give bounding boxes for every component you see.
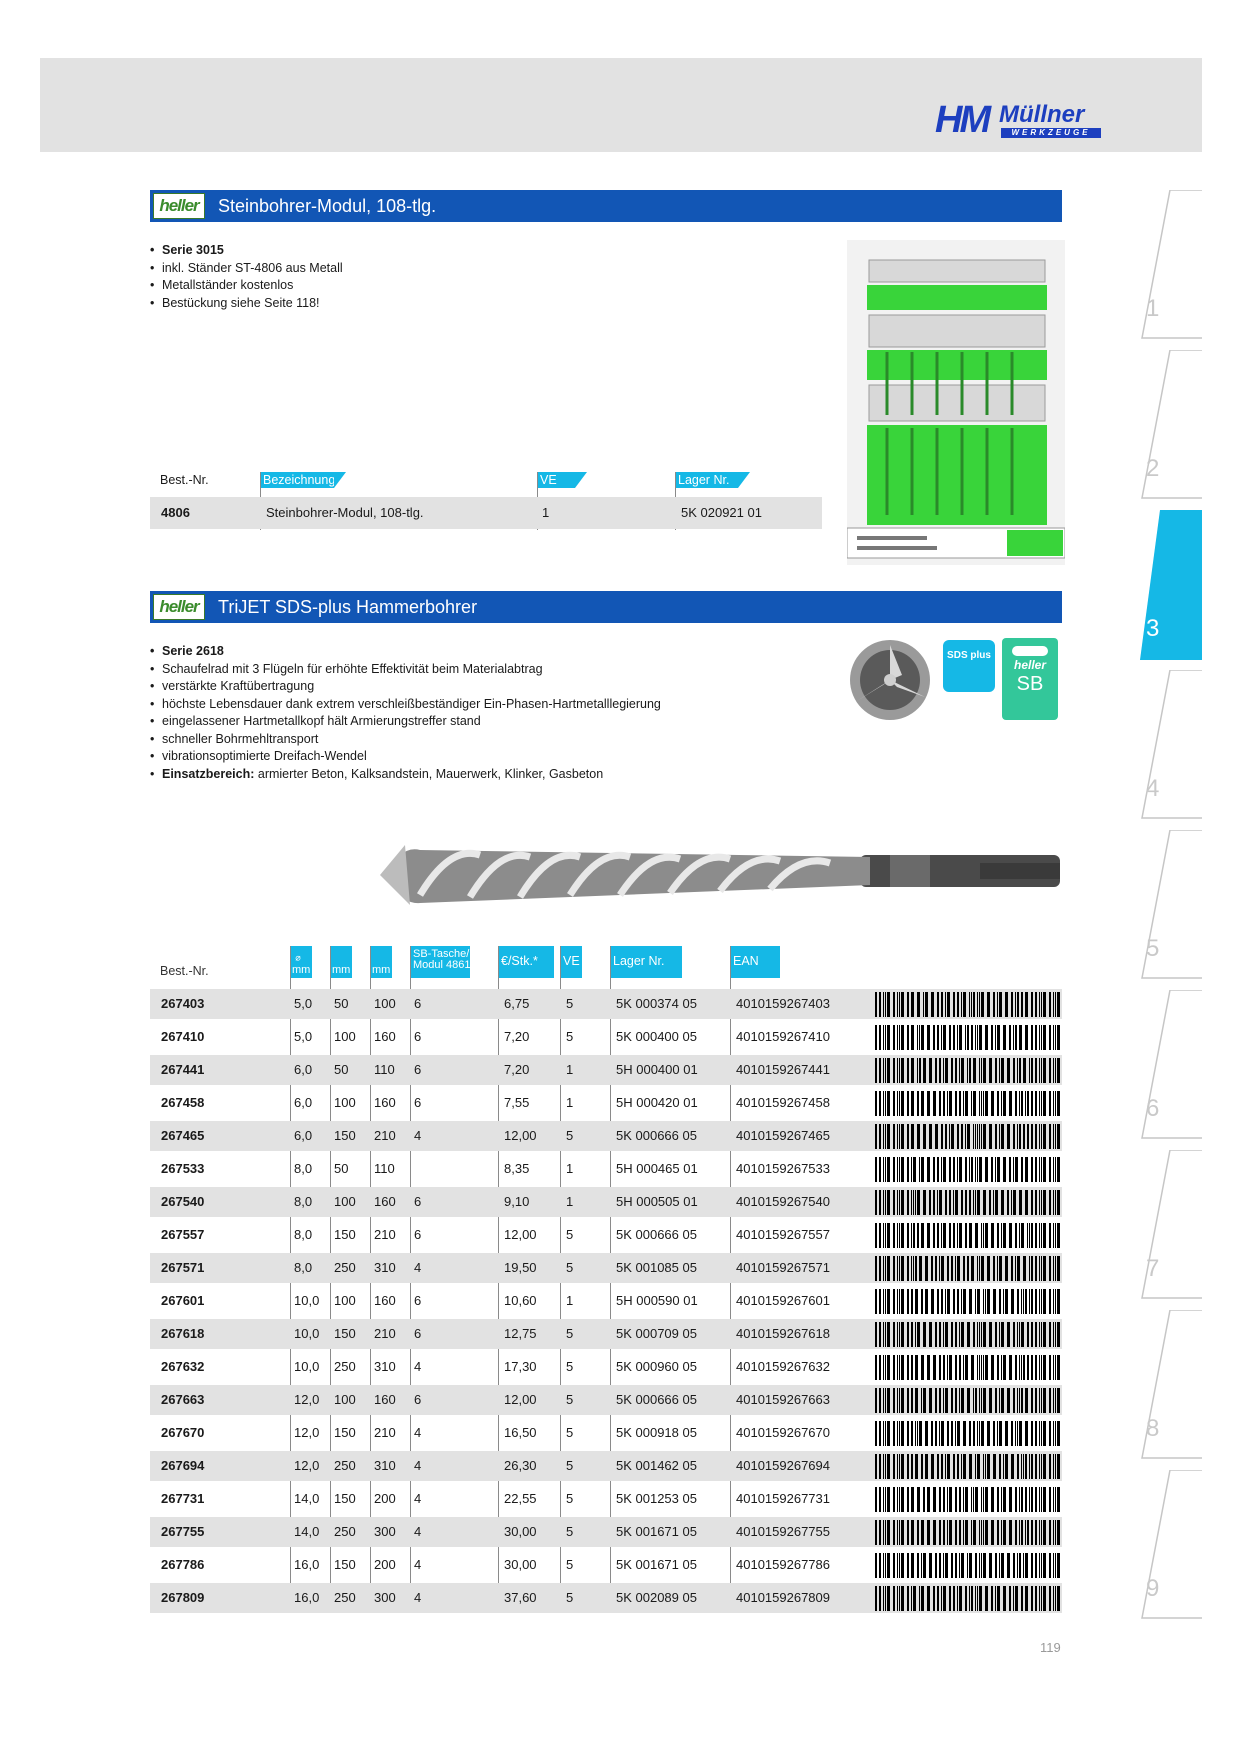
cell-ean: 4010159267458	[736, 1095, 830, 1110]
cell-ve: 1	[542, 505, 550, 520]
cell-d: 16,0	[294, 1557, 320, 1572]
cell-l2: 160	[374, 1293, 396, 1308]
table-row	[150, 1385, 1062, 1415]
cell-price: 30,00	[504, 1557, 537, 1572]
cell-ve: 1	[566, 1293, 574, 1308]
cell-price: 6,75	[504, 996, 530, 1011]
heller-logo: heller	[153, 193, 205, 219]
cell-lager: 5K 000666 05	[616, 1392, 697, 1407]
cell-l1: 150	[334, 1326, 356, 1341]
cell-l2: 300	[374, 1590, 396, 1605]
barcode	[874, 1025, 1060, 1050]
cell-ean: 4010159267465	[736, 1128, 830, 1143]
col-header-ve: VE	[537, 472, 587, 488]
cell-nr: 267403	[161, 996, 205, 1011]
cell-l1: 50	[334, 996, 349, 1011]
chapter-tab-number: 5	[1146, 935, 1160, 962]
barcode	[874, 1355, 1060, 1380]
cell-d: 6,0	[294, 1128, 313, 1143]
cell-nr: 267557	[161, 1227, 205, 1242]
cell-ve: 5	[566, 1326, 574, 1341]
barcode	[874, 1058, 1060, 1083]
cell-ean: 4010159267557	[736, 1227, 830, 1242]
list-item: • Serie 3015	[150, 242, 343, 260]
cell-price: 30,00	[504, 1524, 537, 1539]
cell-lager: 5K 000709 05	[616, 1326, 697, 1341]
cell-ean: 4010159267540	[736, 1194, 830, 1209]
cell-ean: 4010159267731	[736, 1491, 830, 1506]
cell-price: 37,60	[504, 1590, 537, 1605]
cell-d: 14,0	[294, 1491, 320, 1506]
barcode	[874, 1421, 1060, 1446]
cell-nr: 267533	[161, 1161, 205, 1176]
cell-sb: 4	[414, 1458, 422, 1473]
cell-l2: 310	[374, 1359, 396, 1374]
cell-ean: 4010159267663	[736, 1392, 830, 1407]
cell-price: 12,75	[504, 1326, 537, 1341]
cell-sb: 4	[414, 1260, 422, 1275]
cell-l2: 200	[374, 1557, 396, 1572]
chapter-tab-number: 7	[1146, 1255, 1160, 1282]
cell-l1: 50	[334, 1161, 349, 1176]
cell-ve: 5	[566, 1425, 574, 1440]
list-item: • höchste Lebensdauer dank extrem verschleißbeständiger Ein-Phasen-Hartmetalllegierung	[150, 696, 661, 714]
chapter-tab-number: 1	[1146, 295, 1160, 322]
cell-price: 26,30	[504, 1458, 537, 1473]
cell-sb: 6	[414, 1293, 422, 1308]
cell-d: 6,0	[294, 1062, 313, 1077]
cell-sb: 4	[414, 1425, 422, 1440]
cell-ean: 4010159267571	[736, 1260, 830, 1275]
cell-l1: 100	[334, 1029, 356, 1044]
cell-ve: 1	[566, 1062, 574, 1077]
table-row	[150, 1517, 1062, 1547]
cell-nr: 267663	[161, 1392, 205, 1407]
cell-sb: 6	[414, 1095, 422, 1110]
cell-ve: 1	[566, 1095, 574, 1110]
barcode	[874, 1289, 1060, 1314]
barcode	[874, 992, 1060, 1017]
logo-name: Müllner	[999, 101, 1085, 128]
cell-nr: 267571	[161, 1260, 205, 1275]
col-header-lager: Lager Nr.	[610, 946, 682, 978]
cell-price: 12,00	[504, 1128, 537, 1143]
cell-l1: 150	[334, 1227, 356, 1242]
cell-nr: 267601	[161, 1293, 205, 1308]
list-item: • vibrationsoptimierte Dreifach-Wendel	[150, 748, 661, 766]
cell-lager: 5K 000400 05	[616, 1029, 697, 1044]
cell-ve: 5	[566, 1128, 574, 1143]
cell-nr: 267441	[161, 1062, 205, 1077]
table-row	[150, 1583, 1062, 1613]
cell-lager: 5K 001253 05	[616, 1491, 697, 1506]
cell-ve: 5	[566, 1491, 574, 1506]
cell-price: 9,10	[504, 1194, 530, 1209]
sds-plus-badge: SDS plus	[943, 640, 995, 692]
cell-l1: 100	[334, 1293, 356, 1308]
section-title: TriJET SDS-plus Hammerbohrer	[218, 597, 478, 617]
cell-l1: 250	[334, 1260, 356, 1275]
barcode	[874, 1223, 1060, 1248]
list-item: • inkl. Ständer ST-4806 aus Metall	[150, 260, 343, 278]
cell-ean: 4010159267670	[736, 1425, 830, 1440]
cell-l1: 150	[334, 1491, 356, 1506]
logo-hm: HM	[935, 99, 989, 141]
list-item: • schneller Bohrmehltransport	[150, 731, 661, 749]
cell-sb: 6	[414, 996, 422, 1011]
drill-head-image	[847, 635, 933, 725]
cell-d: 5,0	[294, 1029, 313, 1044]
cell-ean: 4010159267755	[736, 1524, 830, 1539]
cell-price: 8,35	[504, 1161, 530, 1176]
cell-l1: 150	[334, 1128, 356, 1143]
heller-logo: heller	[153, 594, 205, 620]
table-row	[150, 1022, 1062, 1052]
cell-sb: 6	[414, 1227, 422, 1242]
sb-pack-badge: heller SB	[1002, 638, 1058, 720]
cell-sb: 4	[414, 1524, 422, 1539]
cell-price: 22,55	[504, 1491, 537, 1506]
cell-l1: 100	[334, 1095, 356, 1110]
page-number: 119	[1040, 1640, 1061, 1655]
barcode	[874, 1487, 1060, 1512]
cell-ean: 4010159267809	[736, 1590, 830, 1605]
cell-ean: 4010159267601	[736, 1293, 830, 1308]
cell-price: 16,50	[504, 1425, 537, 1440]
cell-price: 12,00	[504, 1392, 537, 1407]
cell-nr: 267618	[161, 1326, 205, 1341]
barcode	[874, 1520, 1060, 1545]
barcode	[874, 1454, 1060, 1479]
cell-nr: 267755	[161, 1524, 205, 1539]
cell-l1: 250	[334, 1359, 356, 1374]
barcode	[874, 1157, 1060, 1182]
chapter-tab-number: 8	[1146, 1415, 1160, 1442]
cell-price: 10,60	[504, 1293, 537, 1308]
cell-ve: 5	[566, 1557, 574, 1572]
cell-l2: 160	[374, 1095, 396, 1110]
col-header-nr: Best.-Nr.	[160, 964, 209, 978]
cell-lager: 5H 000465 01	[616, 1161, 698, 1176]
cell-d: 10,0	[294, 1326, 320, 1341]
cell-sb: 4	[414, 1491, 422, 1506]
cell-l1: 150	[334, 1557, 356, 1572]
col-header-ve: VE	[560, 946, 582, 978]
table-row	[150, 1484, 1062, 1514]
col-header-nr: Best.-Nr.	[160, 473, 209, 487]
list-item: • Metallständer kostenlos	[150, 277, 343, 295]
cell-d: 12,0	[294, 1392, 320, 1407]
col-header-price: €/Stk.*	[498, 946, 554, 978]
chapter-tab-number: 6	[1146, 1095, 1160, 1122]
barcode	[874, 1586, 1060, 1611]
cell-l2: 300	[374, 1524, 396, 1539]
table-row	[150, 1055, 1062, 1085]
cell-l1: 100	[334, 1392, 356, 1407]
cell-l2: 310	[374, 1458, 396, 1473]
cell-lager: 5K 000960 05	[616, 1359, 697, 1374]
cell-nr: 267809	[161, 1590, 205, 1605]
cell-l2: 100	[374, 996, 396, 1011]
cell-lager: 5K 000918 05	[616, 1425, 697, 1440]
table-row	[150, 1451, 1062, 1481]
chapter-tab-number: 3	[1146, 615, 1160, 642]
table-row	[150, 1121, 1062, 1151]
cell-sb: 6	[414, 1194, 422, 1209]
barcode	[874, 1553, 1060, 1578]
cell-sb: 4	[414, 1128, 422, 1143]
cell-nr: 267458	[161, 1095, 205, 1110]
cell-lager: 5H 000400 01	[616, 1062, 698, 1077]
cell-nr: 267731	[161, 1491, 205, 1506]
cell-l2: 210	[374, 1326, 396, 1341]
cell-sb: 4	[414, 1590, 422, 1605]
cell-nr: 267694	[161, 1458, 205, 1473]
list-item: • Bestückung siehe Seite 118!	[150, 295, 343, 313]
cell-lager: 5H 000420 01	[616, 1095, 698, 1110]
cell-sb: 4	[414, 1359, 422, 1374]
feature-list-module	[150, 242, 343, 312]
cell-l2: 210	[374, 1128, 396, 1143]
col-header-ean: EAN	[730, 946, 780, 978]
table-row	[150, 1187, 1062, 1217]
cell-ean: 4010159267533	[736, 1161, 830, 1176]
barcode	[874, 1190, 1060, 1215]
cell-d: 16,0	[294, 1590, 320, 1605]
cell-l1: 250	[334, 1590, 356, 1605]
cell-ean: 4010159267632	[736, 1359, 830, 1374]
cell-nr: 267670	[161, 1425, 205, 1440]
barcode	[874, 1091, 1060, 1116]
col-header-diameter: ⌀ mm	[290, 946, 312, 978]
cell-lager: 5K 000666 05	[616, 1227, 697, 1242]
section-title: Steinbohrer-Modul, 108-tlg.	[218, 196, 437, 216]
list-item: • Schaufelrad mit 3 Flügeln für erhöhte Effektivität beim Materialabtrag	[150, 661, 661, 679]
feature-list-trijet	[150, 643, 661, 783]
cell-lager: 5K 001671 05	[616, 1524, 697, 1539]
cell-l1: 150	[334, 1425, 356, 1440]
col-header-working-length: mm	[330, 946, 352, 978]
table-row	[150, 1253, 1062, 1283]
cell-d: 10,0	[294, 1293, 320, 1308]
section-header-trijet	[150, 591, 1062, 623]
cell-d: 6,0	[294, 1095, 313, 1110]
cell-nr: 267540	[161, 1194, 205, 1209]
col-header-sb-tasche: SB-Tasche/ Modul 4861	[410, 946, 488, 978]
cell-d: 8,0	[294, 1227, 313, 1242]
list-item: • Einsatzbereich: armierter Beton, Kalksandstein, Mauerwerk, Klinker, Gasbeton	[150, 766, 661, 784]
cell-ean: 4010159267410	[736, 1029, 830, 1044]
cell-nr: 267410	[161, 1029, 205, 1044]
cell-nr: 267786	[161, 1557, 205, 1572]
cell-sb: 4	[414, 1557, 422, 1572]
cell-d: 8,0	[294, 1260, 313, 1275]
cell-sb: 6	[414, 1326, 422, 1341]
hm-muellner-logo	[935, 100, 1110, 140]
chapter-tab-number: 2	[1146, 455, 1160, 482]
cell-l2: 210	[374, 1425, 396, 1440]
table-row	[150, 1286, 1062, 1316]
cell-d: 12,0	[294, 1458, 320, 1473]
cell-d: 12,0	[294, 1425, 320, 1440]
cell-d: 10,0	[294, 1359, 320, 1374]
table-row	[150, 1418, 1062, 1448]
cell-d: 8,0	[294, 1161, 313, 1176]
cell-price: 12,00	[504, 1227, 537, 1242]
drill-bit-image	[380, 825, 1062, 935]
cell-price: 7,20	[504, 1062, 530, 1077]
cell-ve: 5	[566, 1458, 574, 1473]
cell-d: 8,0	[294, 1194, 313, 1209]
cell-ve: 1	[566, 1161, 574, 1176]
cell-ve: 5	[566, 1359, 574, 1374]
table-row	[150, 989, 1062, 1019]
table-row	[150, 1550, 1062, 1580]
cell-l2: 160	[374, 1392, 396, 1407]
cell-ean: 4010159267403	[736, 996, 830, 1011]
display-stand-image	[847, 240, 1065, 565]
logo-sub: WERKZEUGE	[1001, 128, 1101, 138]
cell-l2: 110	[374, 1062, 395, 1077]
cell-ean: 4010159267618	[736, 1326, 830, 1341]
table-row	[150, 1220, 1062, 1250]
section-header-module	[150, 190, 1062, 222]
cell-l2: 310	[374, 1260, 396, 1275]
cell-ve: 5	[566, 1029, 574, 1044]
cell-ean: 4010159267694	[736, 1458, 830, 1473]
cell-lager: 5K 001671 05	[616, 1557, 697, 1572]
table-row	[150, 497, 822, 529]
cell-lager: 5K 000374 05	[616, 996, 697, 1011]
cell-ve: 5	[566, 1260, 574, 1275]
cell-sb: 6	[414, 1392, 422, 1407]
cell-nr: 267632	[161, 1359, 205, 1374]
cell-lager: 5K 020921 01	[681, 505, 762, 520]
cell-lager: 5K 000666 05	[616, 1128, 697, 1143]
table-row	[150, 1352, 1062, 1382]
cell-d: 14,0	[294, 1524, 320, 1539]
cell-ve: 5	[566, 1590, 574, 1605]
col-header-bezeichnung: Bezeichnung	[260, 472, 346, 488]
cell-l1: 250	[334, 1458, 356, 1473]
col-header-total-length: mm	[370, 946, 392, 978]
barcode	[874, 1256, 1060, 1281]
cell-price: 17,30	[504, 1359, 537, 1374]
table-row	[150, 1088, 1062, 1118]
table-row	[150, 1154, 1062, 1184]
cell-l1: 100	[334, 1194, 356, 1209]
chapter-tab-number: 4	[1146, 775, 1160, 802]
cell-ean: 4010159267441	[736, 1062, 830, 1077]
cell-ve: 5	[566, 1524, 574, 1539]
cell-l2: 110	[374, 1161, 395, 1176]
cell-bezeichnung: Steinbohrer-Modul, 108-tlg.	[266, 505, 424, 520]
cell-ean: 4010159267786	[736, 1557, 830, 1572]
list-item: • eingelassener Hartmetallkopf hält Armierungstreffer stand	[150, 713, 661, 731]
cell-l2: 160	[374, 1029, 396, 1044]
cell-l2: 210	[374, 1227, 396, 1242]
cell-l1: 250	[334, 1524, 356, 1539]
cell-d: 5,0	[294, 996, 313, 1011]
cell-sb: 6	[414, 1062, 422, 1077]
table-row	[150, 1319, 1062, 1349]
cell-l2: 160	[374, 1194, 396, 1209]
cell-price: 7,55	[504, 1095, 530, 1110]
cell-l1: 50	[334, 1062, 349, 1077]
list-item: • Serie 2618	[150, 643, 661, 661]
cell-nr: 4806	[161, 505, 190, 520]
cell-lager: 5K 001462 05	[616, 1458, 697, 1473]
cell-ve: 5	[566, 1227, 574, 1242]
cell-lager: 5K 001085 05	[616, 1260, 697, 1275]
list-item: • verstärkte Kraftübertragung	[150, 678, 661, 696]
barcode	[874, 1322, 1060, 1347]
cell-l2: 200	[374, 1491, 396, 1506]
cell-lager: 5H 000505 01	[616, 1194, 698, 1209]
barcode	[874, 1388, 1060, 1413]
cell-nr: 267465	[161, 1128, 205, 1143]
chapter-tab-number: 9	[1146, 1575, 1160, 1602]
cell-lager: 5H 000590 01	[616, 1293, 698, 1308]
col-header-lager: Lager Nr.	[675, 472, 750, 488]
cell-lager: 5K 002089 05	[616, 1590, 697, 1605]
cell-ve: 5	[566, 996, 574, 1011]
cell-ve: 5	[566, 1392, 574, 1407]
cell-price: 19,50	[504, 1260, 537, 1275]
cell-sb: 6	[414, 1029, 422, 1044]
barcode	[874, 1124, 1060, 1149]
cell-ve: 1	[566, 1194, 574, 1209]
cell-price: 7,20	[504, 1029, 530, 1044]
